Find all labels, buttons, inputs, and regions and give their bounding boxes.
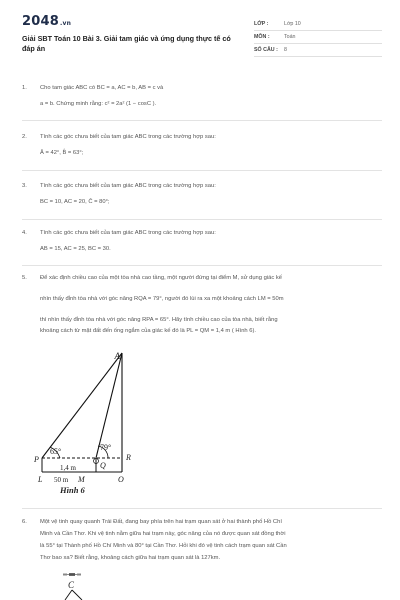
page-title: Giải SBT Toán 10 Bài 3. Giải tam giác và ứng dụng thực tế có đáp án xyxy=(22,34,231,53)
question-text: BC = 10, AC = 20, Ĉ = 80°; xyxy=(40,199,110,205)
question-text: AB = 15, AC = 25, BC = 30. xyxy=(40,246,111,252)
meta-key: LỚP : xyxy=(254,21,269,27)
satellite-icon xyxy=(63,573,81,576)
meta-key: SỐ CÂU : xyxy=(254,47,278,53)
label-o: O xyxy=(118,475,124,484)
question-text: là 55° tại Thành phố Hồ Chí Minh và 80° tại Cần Thơ. Hỏi khi đó vệ tinh cách trạm quan sát Cần xyxy=(40,543,287,549)
angle-label-q: 79° xyxy=(100,443,112,452)
question-text: Tính các góc chưa biết của tam giác ABC trong các trường hợp sau: xyxy=(40,134,216,140)
question-text: Tính các góc chưa biết của tam giác ABC trong các trường hợp sau: xyxy=(40,230,216,236)
question-text: khoảng cách từ mặt đất đến ống ngắm của giác kế đó là PL = QM = 1,4 m ( Hình 6). xyxy=(40,328,257,334)
angle-label-p: 65° xyxy=(50,447,62,456)
question-5 xyxy=(22,274,382,340)
label-q: Q xyxy=(100,461,106,470)
question-text: Â = 42°, B̂ = 63°; xyxy=(40,150,84,156)
label-a: A xyxy=(114,351,120,361)
question-text: thì nhìn thấy đỉnh tòa nhà với góc nâng RPA = 65°. Hãy tính chiều cao của tòa nhà, biết rằng xyxy=(40,317,278,323)
question-2 xyxy=(22,133,382,159)
question-number: 3. xyxy=(22,183,27,189)
question-text: Tính các góc chưa biết của tam giác ABC trong các trường hợp sau: xyxy=(40,183,216,189)
meta-row-count xyxy=(254,44,382,57)
label-l: L xyxy=(38,475,43,484)
satellite-line-left xyxy=(65,590,72,600)
meta-row-subject xyxy=(254,31,382,44)
site-logo[interactable] xyxy=(22,14,71,29)
figure-satellite xyxy=(60,570,90,600)
question-text: nhìn thấy đỉnh tòa nhà với góc nâng RQA = 79°, người đó lùi ra xa một khoảng cách LM = 50m xyxy=(40,296,284,302)
question-6 xyxy=(22,518,382,566)
divider xyxy=(22,219,382,220)
question-3 xyxy=(22,182,382,208)
question-number: 2. xyxy=(22,134,27,140)
question-text: Để xác định chiều cao của một tòa nhà cao tầng, một người đứng tại điểm M, sử dụng giác kế xyxy=(40,275,282,281)
question-4 xyxy=(22,229,382,255)
logo-suffix: .vn xyxy=(59,20,72,27)
divider xyxy=(22,170,382,171)
logo-text: 2048 xyxy=(22,14,59,29)
meta-row-class xyxy=(254,18,382,31)
meta-key: MÔN : xyxy=(254,34,270,40)
label-c: C xyxy=(68,580,75,590)
label-lm-length: 50 m xyxy=(54,476,69,484)
figure-building-diagram xyxy=(34,350,144,500)
meta-table xyxy=(254,18,382,57)
question-text: Thơ bao xa? Biết rằng, khoảng cách giữa hai trạm quan sát là 127km. xyxy=(40,555,221,561)
question-text: a = b. Chứng minh rằng: c² = 2a² (1 − cosC ). xyxy=(40,101,157,107)
question-text: Minh và Cần Thơ. Khi vệ tinh nằm giữa hai trạm này, góc nâng của nó được quan sát đồng thời xyxy=(40,531,286,537)
label-m: M xyxy=(78,475,85,484)
label-r: R xyxy=(126,453,131,462)
question-text: Cho tam giác ABC có BC = a, AC = b, AB = c và xyxy=(40,85,164,91)
label-p: P xyxy=(34,455,39,464)
question-number: 5. xyxy=(22,275,27,281)
divider xyxy=(22,508,382,509)
divider xyxy=(22,265,382,266)
divider xyxy=(22,120,382,121)
meta-value: Lớp 10 xyxy=(284,21,301,27)
meta-value: 8 xyxy=(284,47,287,53)
question-number: 1. xyxy=(22,85,27,91)
question-number: 6. xyxy=(22,519,27,525)
meta-value: Toán xyxy=(284,34,296,40)
figure-caption: Hình 6 xyxy=(60,485,85,495)
question-1 xyxy=(22,84,382,110)
label-pq-length: 1,4 m xyxy=(60,464,76,472)
satellite-line-right xyxy=(72,590,82,600)
question-text: Một vệ tinh quay quanh Trái Đất, đang bay phía trên hai trạm quan sát ở hai thành phố Hồ Chí xyxy=(40,519,282,525)
question-number: 4. xyxy=(22,230,27,236)
